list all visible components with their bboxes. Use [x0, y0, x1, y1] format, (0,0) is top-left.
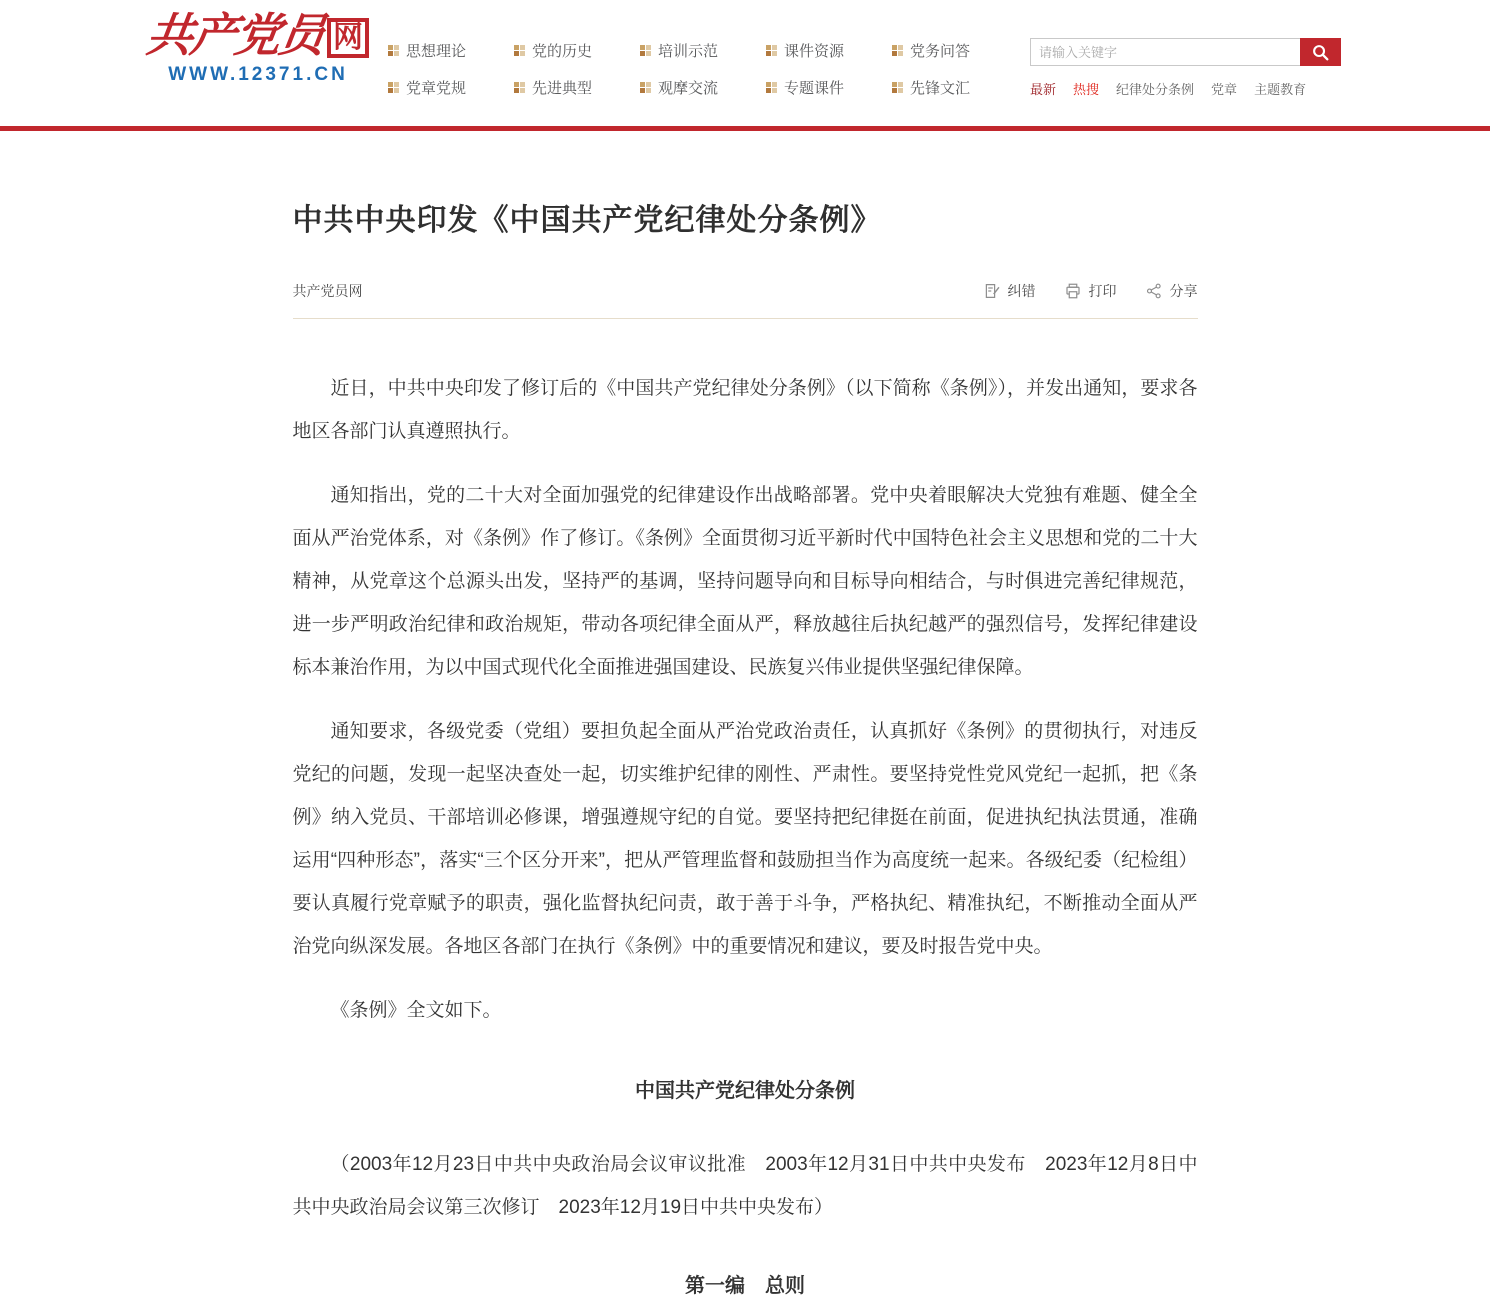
section-heading-part-one: 第一编 总则 [685, 1275, 805, 1297]
nav-item-xianfeng-wenhui[interactable] [892, 77, 1018, 98]
hot-search-links [1030, 79, 1360, 98]
magnifier-icon [1311, 43, 1330, 62]
article-title: 中共中央印发《中国共产党纪律处分条例》 [292, 204, 882, 237]
hot-link-dangzhang[interactable]: 党章 [1211, 82, 1238, 97]
nav-item-sixiang-lilun[interactable] [388, 40, 514, 61]
article [293, 195, 1198, 1298]
site-logo-wordmark [143, 8, 373, 62]
nav-label: 先进典型 [532, 80, 593, 97]
article-source: 共产党员网 [292, 283, 363, 299]
nav-item-peixun-shifan[interactable] [640, 40, 766, 61]
grid-squares-icon [766, 45, 771, 50]
correct-label: 纠错 [1007, 283, 1036, 299]
printer-icon [1064, 282, 1082, 300]
nav-item-xianjin-dianxing[interactable] [514, 77, 640, 98]
paragraph: 《条例》全文如下。 [330, 1000, 502, 1021]
search-input[interactable] [1030, 38, 1300, 66]
share-button[interactable] [1145, 281, 1198, 301]
hot-link-zhuti-jiaoyu[interactable]: 主题教育 [1254, 82, 1307, 97]
nav-item-dangde-lishi[interactable] [514, 40, 640, 61]
paragraph: 通知要求，各级党委（党组）要担负起全面从严治党政治责任，认真抓好《条例》的贯彻执行，对违反党纪的问题，发现一起坚决查处一起，切实维护纪律的刚性、严肃性。要坚持党性党风党纪一起抓，把《条例》纳入党员、干部培训必修课，增强遵规守纪的自觉。要坚持把纪律挺在前面，促进执纪执法贯通，准确运用“四种形态”，落实“三个区分开来”，把从严管理监督和鼓励担当作为高度统一起来。各级纪委（纪检组）要认真履行党章赋予的职责，强化监督执纪问责，敢于善于斗争，严格执纪、精准执纪，不断推动全面从严治党向纵深发展。各地区各部门在执行《条例》中的重要情况和建议，要及时报告党中央。 [292, 721, 1198, 957]
nav-label: 党务问答 [910, 43, 971, 60]
grid-squares-icon [766, 82, 771, 87]
nav-label: 先锋文汇 [910, 80, 971, 97]
grid-squares-icon [892, 45, 897, 50]
hot-link-latest[interactable]: 最新 [1030, 82, 1057, 97]
nav-item-kejian-ziyuan[interactable] [766, 40, 892, 61]
nav-item-guanmo-jiaoliu[interactable] [640, 77, 766, 98]
site-header [0, 0, 1490, 126]
grid-squares-icon [388, 82, 393, 87]
site-logo[interactable] [143, 8, 373, 86]
print-button[interactable] [1064, 281, 1117, 301]
nav-label: 党的历史 [532, 43, 593, 60]
main-nav [388, 40, 1018, 98]
paragraph: 通知指出，党的二十大对全面加强党的纪律建设作出战略部署。党中央着眼解决大党独有难题、健全全面从严治党体系，对《条例》作了修订。《条例》全面贯彻习近平新时代中国特色社会主义思想和党的二十大精神，从党章这个总源头出发，坚持严的基调，坚持问题导向和目标导向相结合，与时俱进完善纪律规范，进一步严明政治纪律和政治规矩，带动各项纪律全面从严，释放越往后执纪越严的强烈信号，发挥纪律建设标本兼治作用，为以中国式现代化全面推进强国建设、民族复兴伟业提供坚强纪律保障。 [292, 485, 1198, 678]
hot-link-hot-search[interactable]: 热搜 [1073, 82, 1100, 97]
hot-link-jilv-chufen-tiaoli[interactable]: 纪律处分条例 [1116, 82, 1195, 97]
grid-squares-icon [640, 45, 645, 50]
nav-label: 课件资源 [784, 43, 845, 60]
grid-squares-icon [892, 82, 897, 87]
paragraph: 近日，中共中央印发了修订后的《中国共产党纪律处分条例》（以下简称《条例》），并发出通知，要求各地区各部门认真遵照执行。 [292, 378, 1198, 442]
edit-correction-icon [983, 282, 1001, 300]
nav-item-zhuanti-kejian[interactable] [766, 77, 892, 98]
document-dates: （2003年12月23日中共中央政治局会议审议批准 2003年12月31日中共中央发布 2023年12月8日中共中央政治局会议第三次修订 2023年12月19日中共中央发布） [292, 1154, 1198, 1218]
site-url: WWW.12371.CN [168, 64, 348, 85]
document-title: 中国共产党纪律处分条例 [635, 1080, 855, 1102]
nav-item-dangwu-wenda[interactable] [892, 40, 1018, 61]
grid-squares-icon [388, 45, 393, 50]
grid-squares-icon [514, 82, 519, 87]
site-logo-boxed-char: 网 [327, 18, 369, 58]
article-byline [293, 281, 1198, 319]
nav-label: 党章党规 [406, 80, 467, 97]
print-label: 打印 [1088, 283, 1117, 299]
article-body [293, 367, 1198, 1298]
nav-label: 专题课件 [784, 80, 845, 97]
article-actions [983, 281, 1198, 301]
nav-label: 观摩交流 [658, 80, 719, 97]
grid-squares-icon [514, 45, 519, 50]
search-button[interactable] [1300, 38, 1341, 66]
nav-label: 思想理论 [406, 43, 467, 60]
share-nodes-icon [1145, 282, 1163, 300]
share-label: 分享 [1169, 283, 1198, 299]
header-red-divider [0, 126, 1490, 131]
nav-label: 培训示范 [658, 43, 719, 60]
nav-item-dangzhang-danggui[interactable] [388, 77, 514, 98]
site-logo-script-text: 共产党员 [143, 8, 327, 62]
grid-squares-icon [640, 82, 645, 87]
search-area [1030, 38, 1360, 98]
correct-button[interactable] [983, 281, 1036, 301]
